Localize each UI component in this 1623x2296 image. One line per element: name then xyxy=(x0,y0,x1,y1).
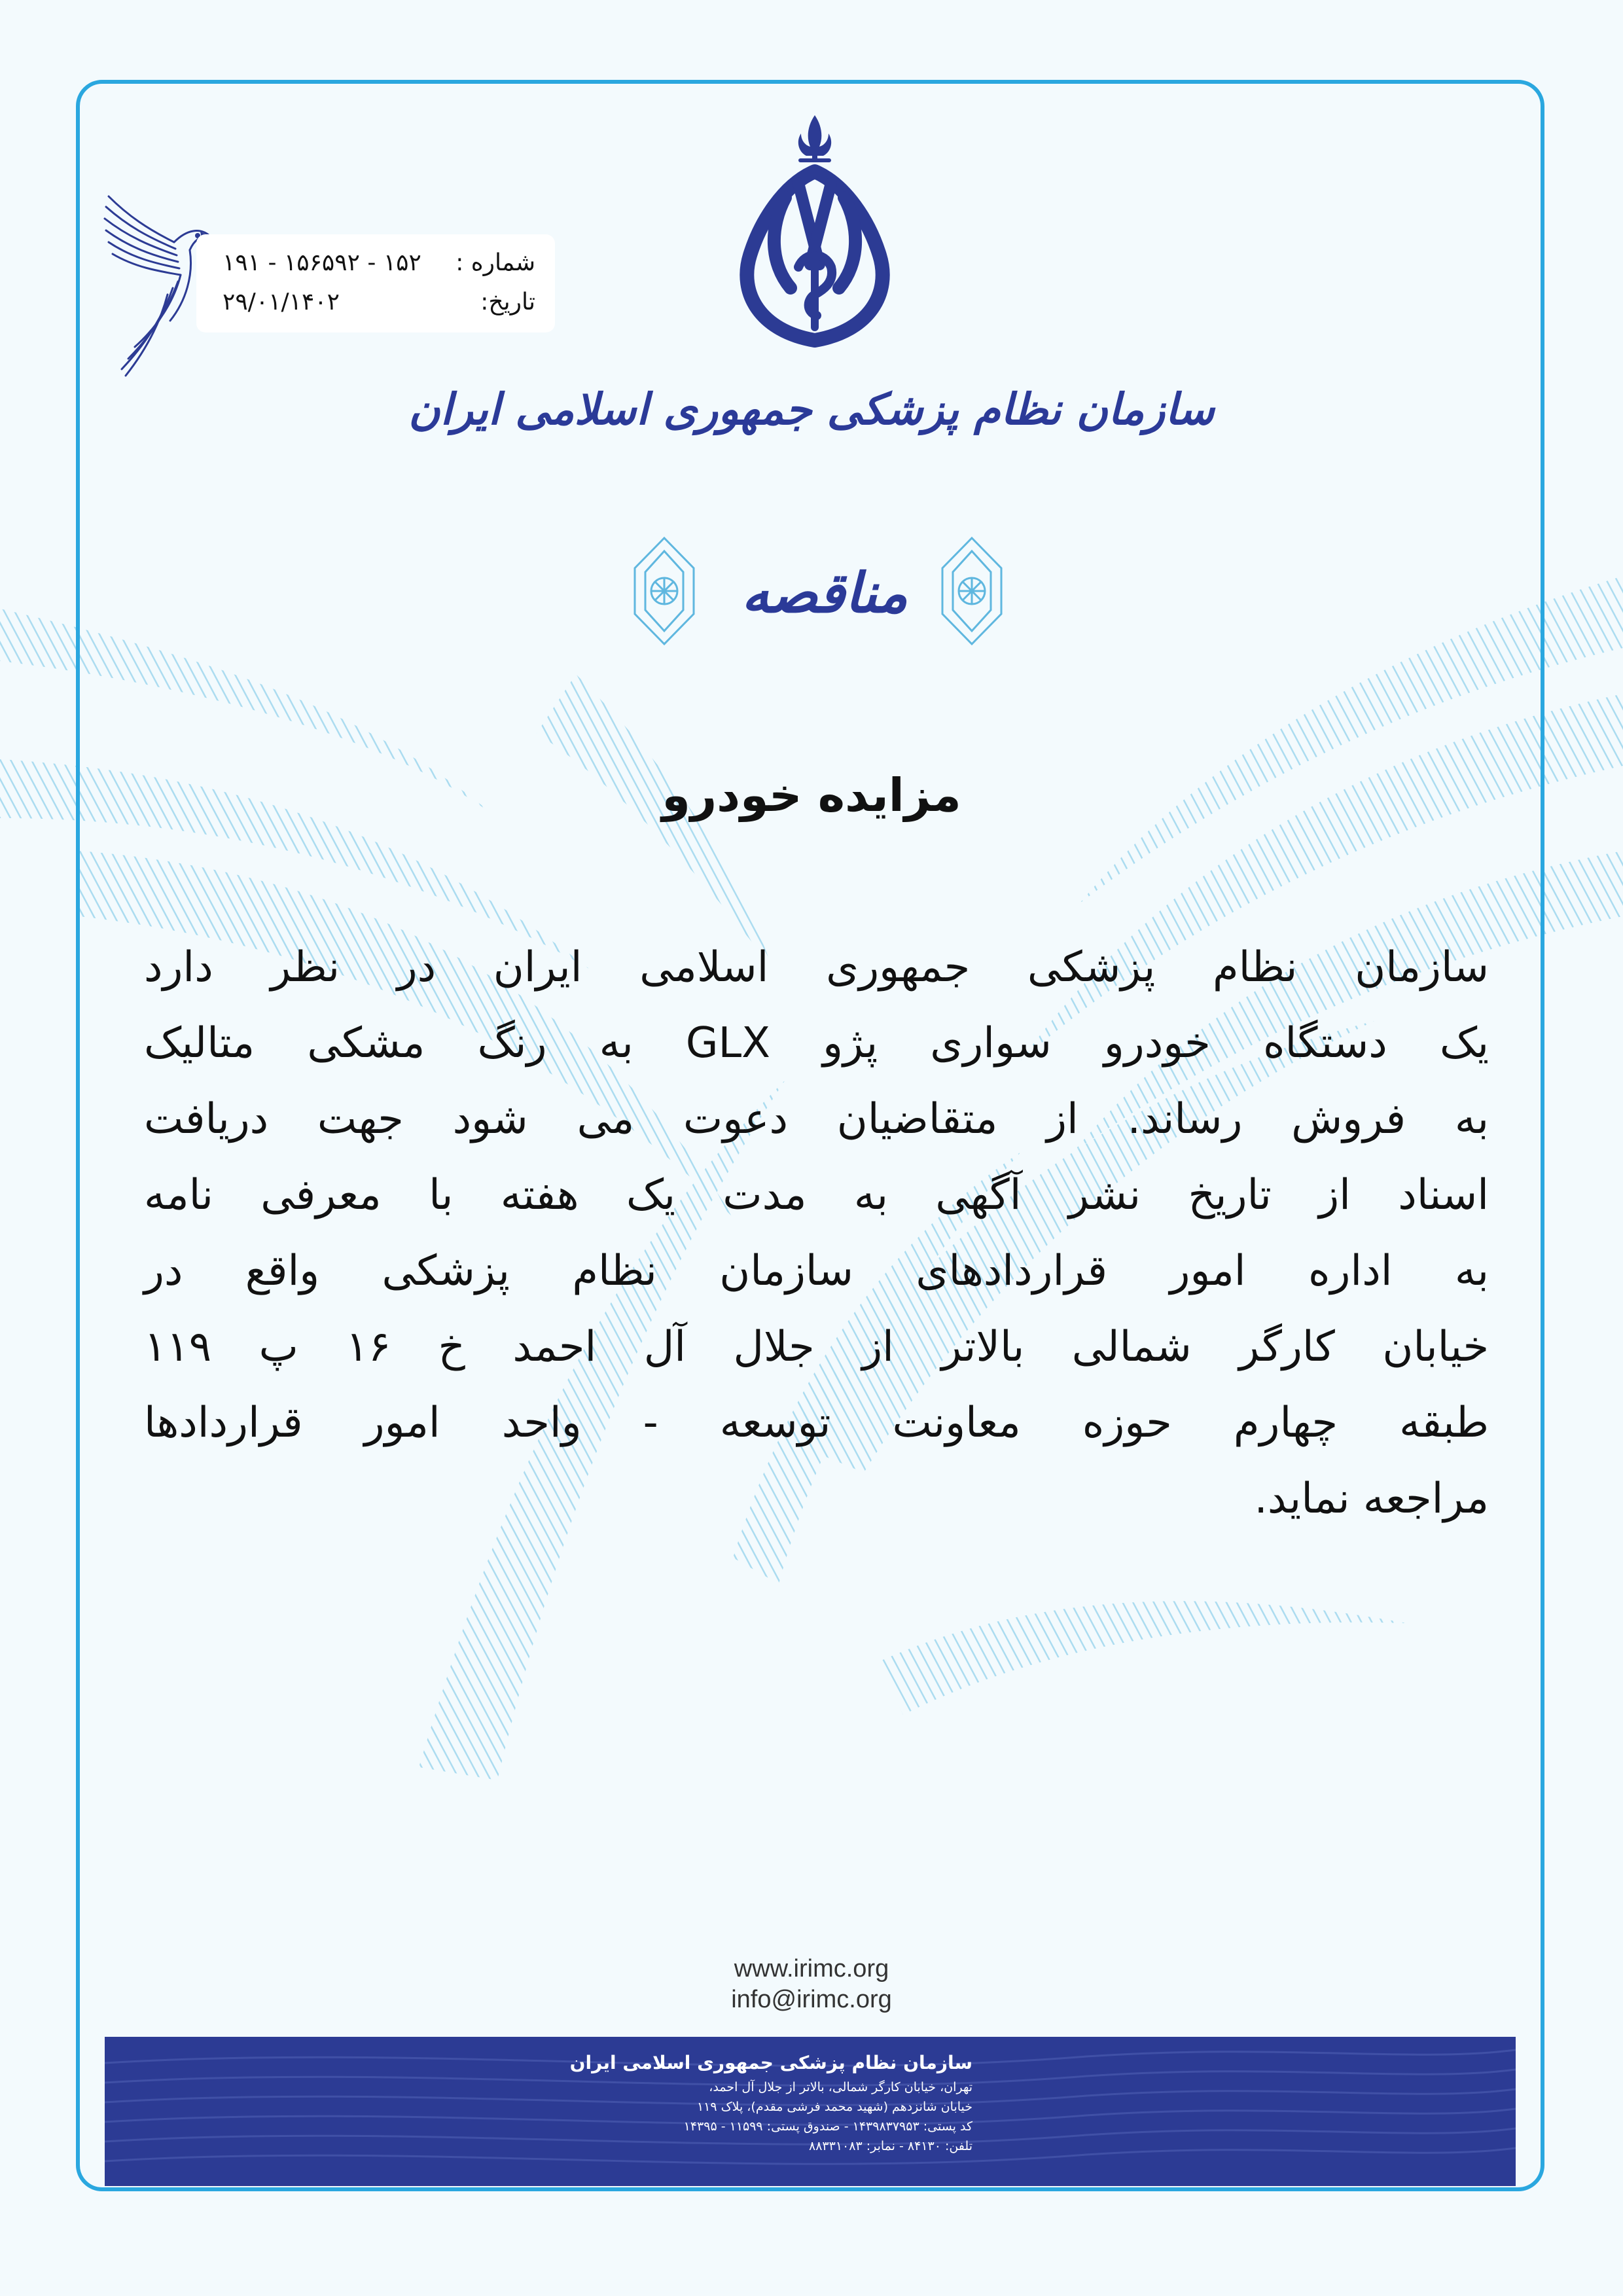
reference-number-row xyxy=(223,246,535,279)
reference-box xyxy=(196,234,555,332)
organization-logo-text: سازمان نظام پزشکی جمهوری اسلامی ایران xyxy=(408,384,1215,435)
arabesque-ornament-icon xyxy=(936,535,1008,647)
reference-date-row xyxy=(223,285,535,318)
footer-address-line: تهران، خیابان کارگر شمالی، بالاتر از جلال آل احمد، xyxy=(709,2080,972,2094)
tender-word: مناقصه xyxy=(741,560,908,625)
document-body xyxy=(144,929,1489,1537)
body-line: طبقه چهارم حوزه معاونت توسعه - واحد امور قراردادها xyxy=(144,1399,1489,1447)
footer-address xyxy=(567,2049,972,2156)
footer-band xyxy=(105,2037,1516,2186)
body-line: به فروش رساند. از متقاضیان دعوت می شود جهت دریافت xyxy=(144,1095,1489,1143)
footer-postal-line: کد پستی: ۱۴۳۹۸۳۷۹۵۳ - صندوق پستی: ۱۱۵۹۹ - ۱۴۳۹۵ xyxy=(683,2119,972,2134)
body-line: مراجعه نماید. xyxy=(1254,1475,1489,1523)
reference-date-label: تاریخ: xyxy=(480,288,535,315)
arabesque-ornament-icon xyxy=(628,535,700,647)
body-line: اسناد از تاریخ نشر آگهی به مدت یک هفته با معرفی نامه xyxy=(144,1171,1489,1219)
document-title: مزایده خودرو xyxy=(662,768,961,822)
email-link[interactable]: info@irimc.org xyxy=(731,1986,892,2013)
contact-links xyxy=(681,1954,942,2015)
footer-org-name: سازمان نظام پزشکی جمهوری اسلامی ایران xyxy=(569,2052,972,2073)
body-line: سازمان نظام پزشکی جمهوری اسلامی ایران در نظر دارد xyxy=(144,943,1489,992)
reference-date-value: ۲۹/۰۱/۱۴۰۲ xyxy=(223,288,340,315)
reference-number-label: شماره : xyxy=(455,249,535,276)
medical-council-logo-icon xyxy=(707,111,923,386)
body-line: یک دستگاه خودرو سواری پژو GLX به رنگ مشکی متالیک xyxy=(144,1019,1489,1067)
iran-emblem-icon xyxy=(798,115,831,162)
reference-number-value: ۱۵۲ - ۱۵۶۵۹۲ - ۱۹۱ xyxy=(223,249,421,276)
footer-address-line: خیابان شانزدهم (شهید محمد فرشی مقدم)، پلاک ۱۱۹ xyxy=(696,2100,972,2114)
body-line: خیابان کارگر شمالی بالاتر از جلال آل احمد خ ۱۶ پ ۱۱۹ xyxy=(144,1323,1489,1371)
body-line: به اداره امور قراردادهای سازمان نظام پزشکی واقع در xyxy=(144,1247,1489,1295)
website-link[interactable]: www.irimc.org xyxy=(734,1955,889,1982)
footer-phone-line: تلفن: ۸۴۱۳۰ - نمابر: ۸۸۳۳۱۰۸۳ xyxy=(809,2139,972,2153)
